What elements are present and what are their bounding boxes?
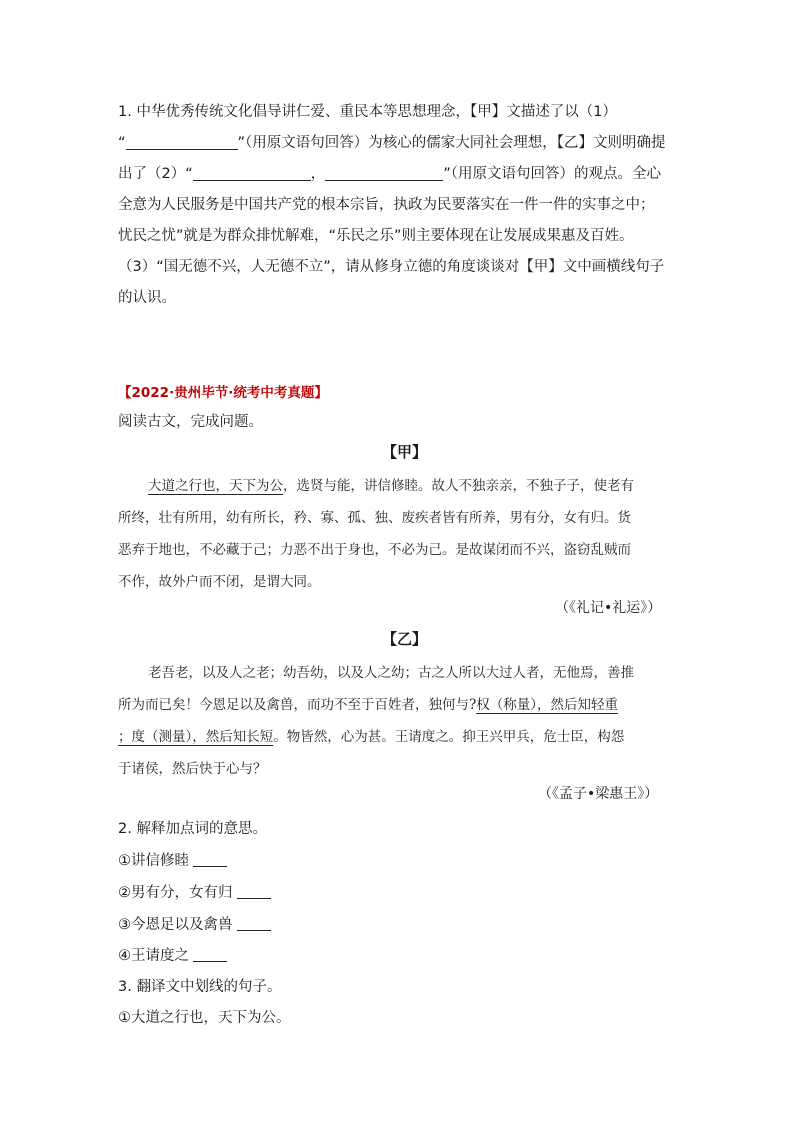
q1-line-3-start: 出了（2）“: [118, 166, 193, 182]
passage-jia-line-2: 所终，壮有所用，幼有所长，矜、寡、孤、独、废疾者皆有所养，男有分，女有归。货: [118, 510, 631, 526]
passage-jia-line-3: 恶弃于地也，不必藏于己；力恶不出于身也，不必为己。是故谋闭而不兴，盗窃乱贼而: [118, 542, 631, 558]
question-1: [118, 97, 678, 314]
q2-item-3: [118, 910, 271, 940]
passage-jia-citation: （《礼记•礼运》）: [555, 600, 662, 616]
passage-yi-heading: 【乙】: [382, 630, 428, 648]
answer-blank-1[interactable]: [126, 132, 238, 150]
q1-line-6: （3）“国无德不兴，人无德不立”，请从修身立德的角度谈谈对【甲】文中画横线句子: [118, 259, 665, 275]
q3-item-1: ①大道之行也，天下为公。: [118, 1010, 291, 1026]
underlined-sentence-2b: ；度（测量），然后知长短: [118, 729, 274, 745]
q1-line-3: [118, 159, 678, 190]
passage-yi-line-4: 于诸侯，然后快于心与？: [118, 761, 267, 777]
question-2-title: 2. 解释加点词的意思。: [118, 821, 267, 837]
q2-item-2: [118, 878, 271, 908]
passage-yi-line-3: [118, 721, 624, 753]
q1-line-5: 忧民之忧”就是为群众排忧解难，“乐民之乐”则主要体现在让发展成果惠及百姓。: [118, 228, 634, 244]
passage-yi-line-2-text: 所为而已矣！今恩足以及禽兽，而功不至于百姓者，独何与?: [118, 697, 477, 713]
passage-yi-line-2: [118, 689, 618, 721]
answer-blank-3[interactable]: [325, 163, 443, 181]
reading-instruction: 阅读古文，完成问题。: [118, 414, 263, 430]
passage-jia-line-1: [148, 470, 634, 502]
q2-item-3-text: ③今恩足以及禽兽: [118, 917, 233, 933]
q2-item-2-text: ②男有分，女有归: [118, 885, 233, 901]
passage-yi-line-3-text: 。物皆然，心为甚。王请度之。抑王兴甲兵，危士臣，构怨: [273, 729, 625, 745]
q1-line-4: 全意为人民服务是中国共产党的根本宗旨，执政为民要落实在一件一件的实事之中；: [118, 197, 655, 213]
q1-line-3-end: ”（用原文语句回答）的观点。全心: [443, 166, 662, 182]
q2-item-1-text: ①讲信修睦: [118, 853, 189, 869]
passage-yi-line-1: 老吾老，以及人之老；幼吾幼，以及人之幼；古之人所以大过人者，无他焉，善推: [148, 665, 634, 681]
question-3-title: 3. 翻译文中划线的句子。: [118, 979, 282, 995]
source-tag: 【2022·贵州毕节·统考中考真题】: [118, 385, 328, 401]
q2-blank-4[interactable]: [193, 946, 227, 962]
q2-blank-3[interactable]: [237, 915, 271, 931]
q1-line-1: 1. 中华优秀传统文化倡导讲仁爱、重民本等思想理念，【甲】文描述了以（1）: [118, 104, 617, 120]
passage-jia-line-1-text: ，选贤与能，讲信修睦。故人不独亲亲，不独子子，使老有: [283, 478, 634, 494]
underlined-sentence-2a: 权（称量），然后知轻重: [476, 697, 618, 713]
q2-item-4: [118, 941, 227, 971]
q1-line-2-text: ”（用原文语句回答）为核心的儒家大同社会理想，【乙】文则明确提: [237, 135, 666, 151]
q2-blank-2[interactable]: [237, 883, 271, 899]
q2-item-1: [118, 846, 227, 876]
q1-quote-open: “: [118, 135, 126, 151]
passage-yi-citation: （《孟子•梁惠王》）: [538, 786, 659, 802]
q2-item-4-text: ④王请度之: [118, 948, 189, 964]
passage-jia-heading: 【甲】: [382, 443, 428, 461]
q1-line-7: 的认识。: [118, 290, 176, 306]
q1-line-2: [118, 128, 678, 159]
passage-jia-line-4: 不作，故外户而不闭，是谓大同。: [118, 574, 321, 590]
answer-blank-2[interactable]: [193, 163, 311, 181]
q1-line-3-comma: ，: [310, 166, 326, 182]
underlined-sentence: 大道之行也，天下为公: [148, 478, 283, 494]
q2-blank-1[interactable]: [193, 851, 227, 867]
